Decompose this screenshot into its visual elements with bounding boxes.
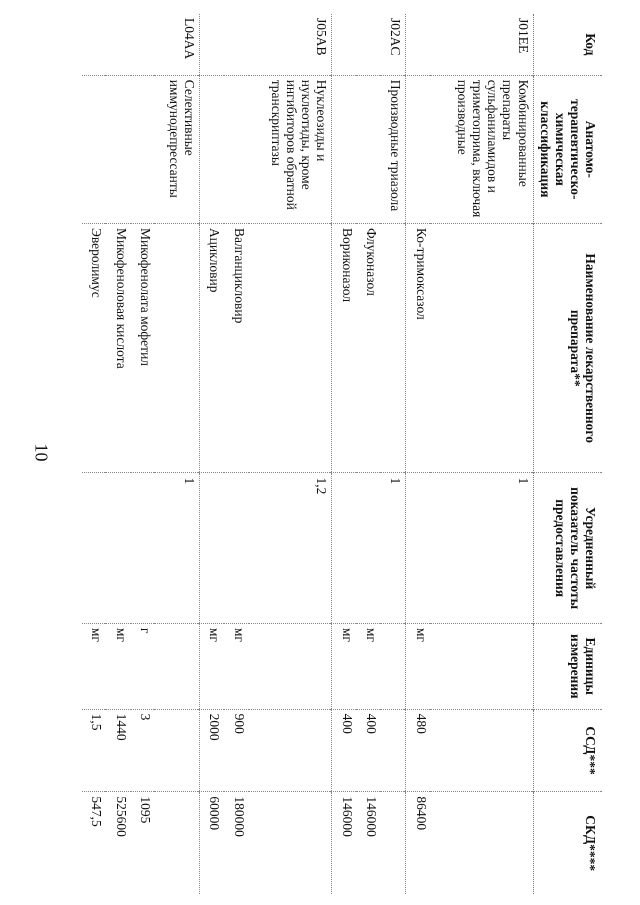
cell-skd: 1095 bbox=[131, 792, 155, 894]
header-drug-name: Наименование лекарственного препарата** bbox=[533, 223, 602, 473]
cell-drug: Флуконазол bbox=[357, 223, 381, 473]
cell-skd: 547,5 bbox=[82, 792, 106, 894]
cell-unit: мг bbox=[332, 623, 357, 709]
cell-code: L04AA bbox=[155, 14, 199, 75]
cell-skd: 146000 bbox=[357, 792, 381, 894]
cell-frequency bbox=[332, 473, 357, 623]
cell-skd bbox=[431, 792, 533, 894]
cell-atc: Нуклеозиды и нуклеотиды, кроме ингибиторов обратной транскриптазы bbox=[249, 75, 332, 223]
cell-unit: мг bbox=[82, 623, 106, 709]
cell-frequency bbox=[82, 473, 106, 623]
cell-unit: г bbox=[131, 623, 155, 709]
cell-drug: Эверолимус bbox=[82, 223, 106, 473]
cell-code bbox=[406, 14, 431, 75]
cell-ssd: 1440 bbox=[106, 709, 130, 792]
cell-code: J01EE bbox=[431, 14, 533, 75]
cell-unit bbox=[249, 623, 332, 709]
cell-drug bbox=[381, 223, 406, 473]
cell-ssd: 3 bbox=[131, 709, 155, 792]
header-skd: СКД**** bbox=[533, 792, 602, 894]
cell-drug: Ко-тримоксазол bbox=[406, 223, 431, 473]
cell-frequency: 1 bbox=[155, 473, 199, 623]
cell-ssd: 2000 bbox=[199, 709, 224, 792]
cell-atc bbox=[357, 75, 381, 223]
cell-unit: мг bbox=[106, 623, 130, 709]
cell-skd bbox=[381, 792, 406, 894]
cell-code bbox=[106, 14, 130, 75]
cell-atc bbox=[199, 75, 224, 223]
cell-unit: мг bbox=[199, 623, 224, 709]
cell-frequency bbox=[224, 473, 248, 623]
cell-unit: мг bbox=[357, 623, 381, 709]
cell-ssd bbox=[155, 709, 199, 792]
cell-code bbox=[131, 14, 155, 75]
cell-skd: 86400 bbox=[406, 792, 431, 894]
cell-code: J05AB bbox=[249, 14, 332, 75]
cell-frequency bbox=[131, 473, 155, 623]
header-atc: Анатомо-терапевтическо-химическая классификация bbox=[533, 75, 602, 223]
cell-atc bbox=[224, 75, 248, 223]
cell-unit bbox=[431, 623, 533, 709]
table-row bbox=[431, 14, 533, 894]
header-ssd: ССД*** bbox=[533, 709, 602, 792]
cell-frequency bbox=[106, 473, 130, 623]
cell-skd bbox=[249, 792, 332, 894]
cell-atc bbox=[82, 75, 106, 223]
cell-drug: Вориконазол bbox=[332, 223, 357, 473]
cell-ssd: 400 bbox=[357, 709, 381, 792]
cell-atc bbox=[332, 75, 357, 223]
cell-unit bbox=[155, 623, 199, 709]
cell-skd bbox=[155, 792, 199, 894]
cell-skd: 146000 bbox=[332, 792, 357, 894]
cell-unit bbox=[381, 623, 406, 709]
table-row bbox=[106, 14, 130, 894]
table-row bbox=[357, 14, 381, 894]
cell-frequency bbox=[406, 473, 431, 623]
cell-code bbox=[357, 14, 381, 75]
cell-drug: Микофенолата мофетил bbox=[131, 223, 155, 473]
table-row bbox=[131, 14, 155, 894]
table-row bbox=[249, 14, 332, 894]
cell-frequency bbox=[357, 473, 381, 623]
cell-skd: 525600 bbox=[106, 792, 130, 894]
table-row bbox=[199, 14, 224, 894]
header-unit: Единицы измерения bbox=[533, 623, 602, 709]
table-row bbox=[381, 14, 406, 894]
table-header-row bbox=[533, 14, 602, 894]
document-table-area bbox=[82, 14, 602, 894]
cell-ssd: 900 bbox=[224, 709, 248, 792]
cell-frequency: 1 bbox=[381, 473, 406, 623]
cell-drug bbox=[431, 223, 533, 473]
cell-code bbox=[224, 14, 248, 75]
cell-code bbox=[332, 14, 357, 75]
cell-frequency bbox=[199, 473, 224, 623]
cell-ssd bbox=[249, 709, 332, 792]
cell-code: J02AC bbox=[381, 14, 406, 75]
cell-atc bbox=[106, 75, 130, 223]
cell-atc bbox=[406, 75, 431, 223]
header-frequency: Усредненный показатель частоты предоставления bbox=[533, 473, 602, 623]
cell-skd: 180000 bbox=[224, 792, 248, 894]
header-code: Код bbox=[533, 14, 602, 75]
cell-drug bbox=[249, 223, 332, 473]
cell-unit: мг bbox=[224, 623, 248, 709]
table-row bbox=[406, 14, 431, 894]
cell-skd: 60000 bbox=[199, 792, 224, 894]
cell-ssd: 1,5 bbox=[82, 709, 106, 792]
drug-table bbox=[82, 14, 602, 894]
page-number: 10 bbox=[31, 443, 52, 462]
cell-drug: Ацикловир bbox=[199, 223, 224, 473]
cell-frequency: 1,2 bbox=[249, 473, 332, 623]
cell-ssd: 400 bbox=[332, 709, 357, 792]
cell-drug: Микофеноловая кислота bbox=[106, 223, 130, 473]
table-row bbox=[224, 14, 248, 894]
cell-drug: Валганцикловир bbox=[224, 223, 248, 473]
cell-atc: Селективные иммунодепрессанты bbox=[155, 75, 199, 223]
cell-atc bbox=[131, 75, 155, 223]
cell-ssd bbox=[381, 709, 406, 792]
table-row bbox=[332, 14, 357, 894]
cell-frequency: 1 bbox=[431, 473, 533, 623]
cell-code bbox=[199, 14, 224, 75]
cell-ssd: 480 bbox=[406, 709, 431, 792]
cell-code bbox=[82, 14, 106, 75]
cell-unit: мг bbox=[406, 623, 431, 709]
cell-drug bbox=[155, 223, 199, 473]
table-row bbox=[155, 14, 199, 894]
cell-atc: Комбинированные препараты сульфаниламидов и триметоприма, включая производные bbox=[431, 75, 533, 223]
table-row bbox=[82, 14, 106, 894]
cell-atc: Производные триазола bbox=[381, 75, 406, 223]
rotated-table-wrapper bbox=[82, 14, 602, 894]
cell-ssd bbox=[431, 709, 533, 792]
